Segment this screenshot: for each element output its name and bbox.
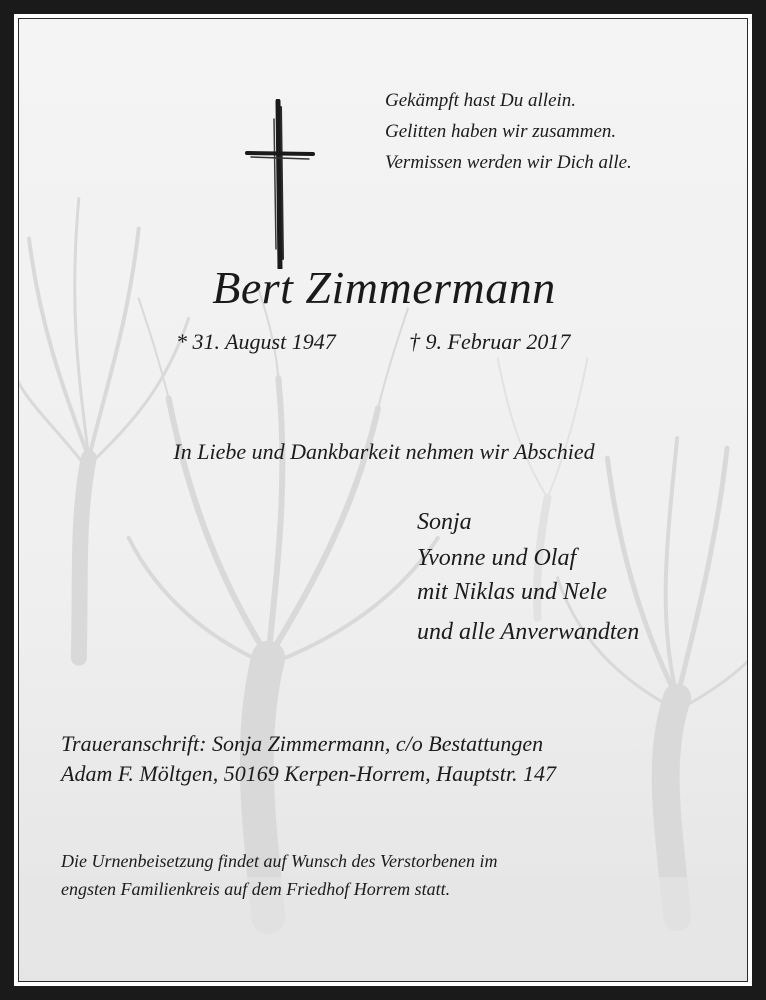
death-date: † 9. Februar 2017 — [409, 329, 571, 354]
farewell-text: In Liebe und Dankbarkeit nehmen wir Abschied — [173, 439, 595, 464]
cross-icon — [245, 99, 315, 269]
poem-line: Vermissen werden wir Dich alle. — [385, 152, 632, 173]
mourner-line: Yvonne und Olaf — [417, 545, 577, 571]
poem-line: Gelitten haben wir zusammen. — [385, 121, 617, 142]
mourner-line: mit Niklas und Nele — [417, 579, 607, 605]
mourner-line: Sonja — [417, 509, 472, 535]
mourning-address — [61, 729, 556, 789]
mourner-line: und alle Anverwandten — [417, 619, 640, 645]
burial-note — [61, 847, 497, 903]
obituary-card — [18, 18, 748, 982]
obituary-frame — [14, 14, 752, 986]
address-line: Traueranschrift: Sonja Zimmermann, c/o Bestattungen — [61, 731, 544, 756]
note-line: engsten Familienkreis auf dem Friedhof Horrem statt. — [61, 879, 451, 899]
deceased-name: Bert Zimmermann — [212, 262, 556, 313]
background-trees-image — [19, 19, 747, 981]
address-line: Adam F. Möltgen, 50169 Kerpen-Horrem, Hauptstr. 147 — [61, 761, 556, 786]
mourners-list — [417, 503, 639, 649]
poem — [385, 85, 632, 178]
birth-date: * 31. August 1947 — [176, 329, 336, 354]
note-line: Die Urnenbeisetzung findet auf Wunsch des Verstorbenen im — [61, 851, 498, 871]
poem-line: Gekämpft hast Du allein. — [385, 90, 577, 111]
